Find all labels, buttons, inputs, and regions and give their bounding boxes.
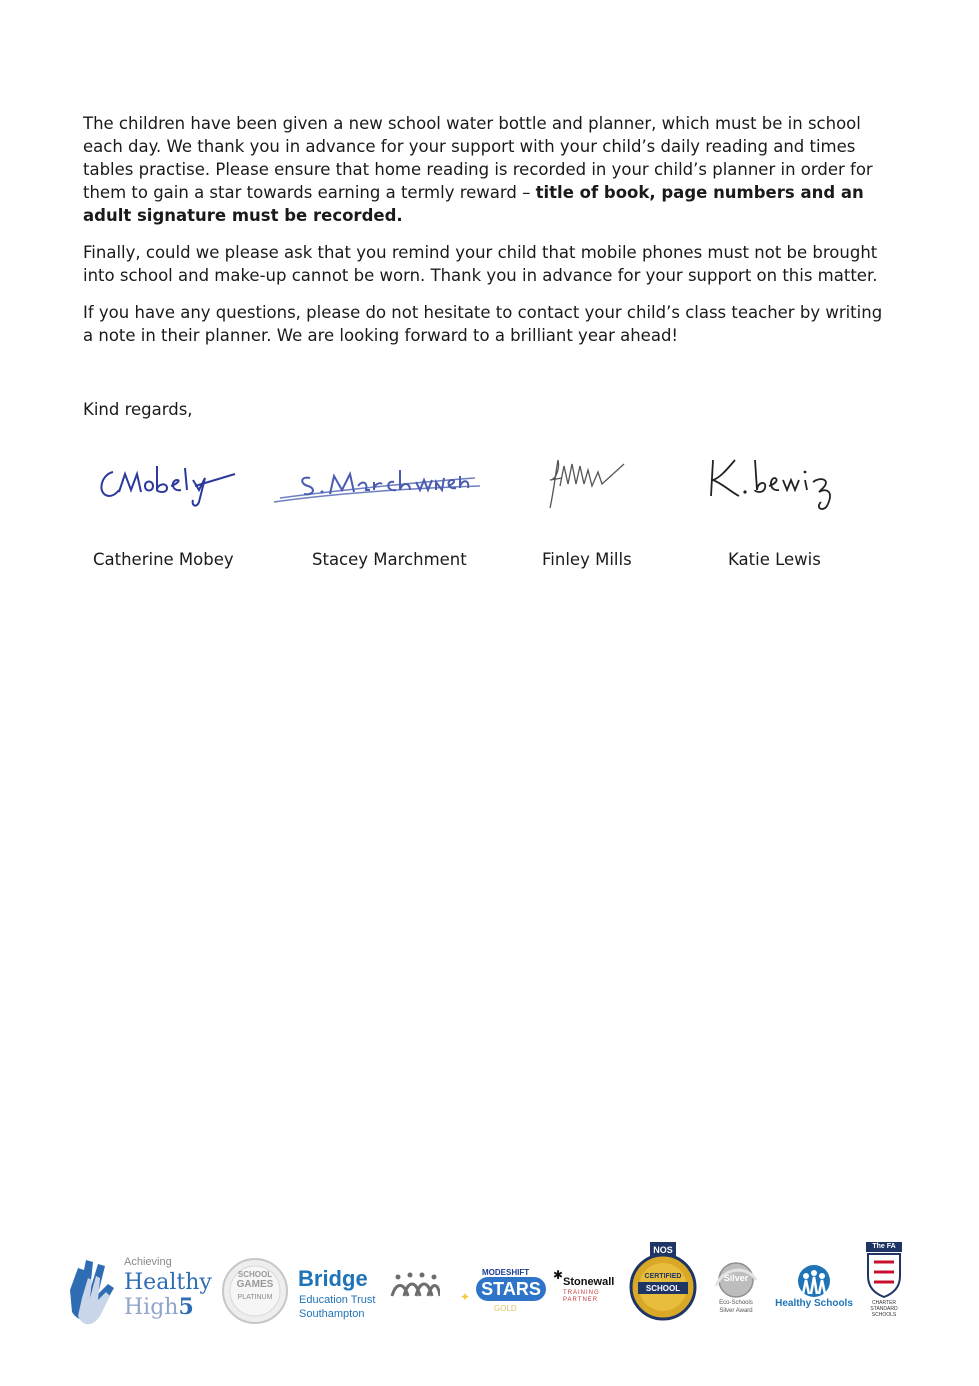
signature-finley-mills <box>540 450 640 520</box>
certified-text: CERTIFIED <box>644 1273 682 1280</box>
healthy-high5-logo <box>60 1250 220 1335</box>
paragraph-bold-requirement: title of book, page numbers and an adult signature must be recorded. <box>83 183 864 225</box>
eco-line2-text: Silver Award <box>719 1308 753 1314</box>
bridge-title-text: Bridge <box>298 1266 368 1291</box>
signatory-name: Catherine Mobey <box>93 550 234 569</box>
healthy-five-text: 5 <box>178 1294 194 1320</box>
healthy-schools-text: Healthy Schools <box>775 1298 853 1309</box>
healthy-achieving-text: Achieving <box>124 1256 172 1268</box>
eco-schools-silver-logo <box>710 1260 762 1320</box>
gold-text: GOLD <box>494 1304 517 1313</box>
nos-text: NOS <box>653 1245 673 1255</box>
signature-stacey-marchment <box>270 450 490 520</box>
paragraph-mobile-phones: Finally, could we please ask that you remind your child that mobile phones must not be brought into school and make-up cannot be worn. Thank you in advance for your support on this matter. <box>83 243 878 285</box>
letter-body <box>83 112 895 361</box>
fa-line3-text: SCHOOLS <box>871 1312 897 1318</box>
healthy-schools-figures-icon <box>794 1264 834 1298</box>
bridge-people-icon <box>390 1272 440 1298</box>
modeshift-stars-logo <box>458 1268 548 1324</box>
bridge-line1-text: Education Trust <box>299 1294 376 1306</box>
school-text: SCHOOL <box>645 1284 681 1293</box>
hand-icon <box>60 1250 120 1335</box>
accreditation-logos <box>60 1238 920 1338</box>
eco-line1-text: Eco-Schools <box>719 1300 753 1306</box>
signature-catherine-mobey <box>95 450 255 520</box>
fa-charter-standard-logo <box>864 1242 904 1322</box>
healthy-line1-text: Healthy <box>124 1270 212 1295</box>
closing-salutation: Kind regards, <box>83 400 193 419</box>
games-line1-text: SCHOOL <box>237 1270 273 1279</box>
star-icon: ✦ <box>460 1290 471 1304</box>
stonewall-sub-text: TRAINING PARTNER <box>563 1290 600 1303</box>
healthy-schools-logo <box>772 1264 856 1316</box>
bridge-trust-logo <box>298 1266 448 1326</box>
games-line2-text: GAMES <box>236 1279 274 1290</box>
healthy-line2-text: High <box>124 1295 179 1320</box>
stonewall-logo <box>553 1270 617 1310</box>
fa-top-text: The FA <box>872 1243 896 1250</box>
nos-certified-school-logo <box>628 1242 698 1322</box>
modeshift-text: MODESHIFT <box>482 1268 530 1277</box>
signatory-name: Katie Lewis <box>728 550 821 569</box>
signature-katie-lewis <box>705 450 845 520</box>
signatory-name: Stacey Marchment <box>312 550 467 569</box>
stars-text: STARS <box>476 1277 546 1301</box>
fa-line2-text: STANDARD <box>870 1306 898 1312</box>
paragraph-text: The children have been given a new school water bottle and planner, which must be in school each day. We thank you in advance for your support with your child’s daily reading and times tables practise. Please ensure that home reading is recorded in your child’s planner in order for them to gain a star towards earning a termly reward – <box>83 114 873 202</box>
paragraph-questions: If you have any questions, please do not hesitate to contact your child’s class teacher by writing a note in their planner. We are looking forward to a brilliant year ahead! <box>83 303 883 345</box>
signatory-name: Finley Mills <box>542 550 632 569</box>
stonewall-text: Stonewall <box>563 1276 615 1288</box>
eco-silver-text: Silver <box>723 1273 749 1283</box>
paragraph-water-bottle <box>83 112 895 227</box>
stonewall-star-icon: ✱ <box>553 1268 564 1282</box>
fa-line1-text: CHARTER <box>871 1300 897 1306</box>
school-games-platinum-logo <box>220 1256 290 1326</box>
bridge-line2-text: Southampton <box>299 1308 365 1320</box>
games-line3-text: PLATINUM <box>237 1294 273 1301</box>
